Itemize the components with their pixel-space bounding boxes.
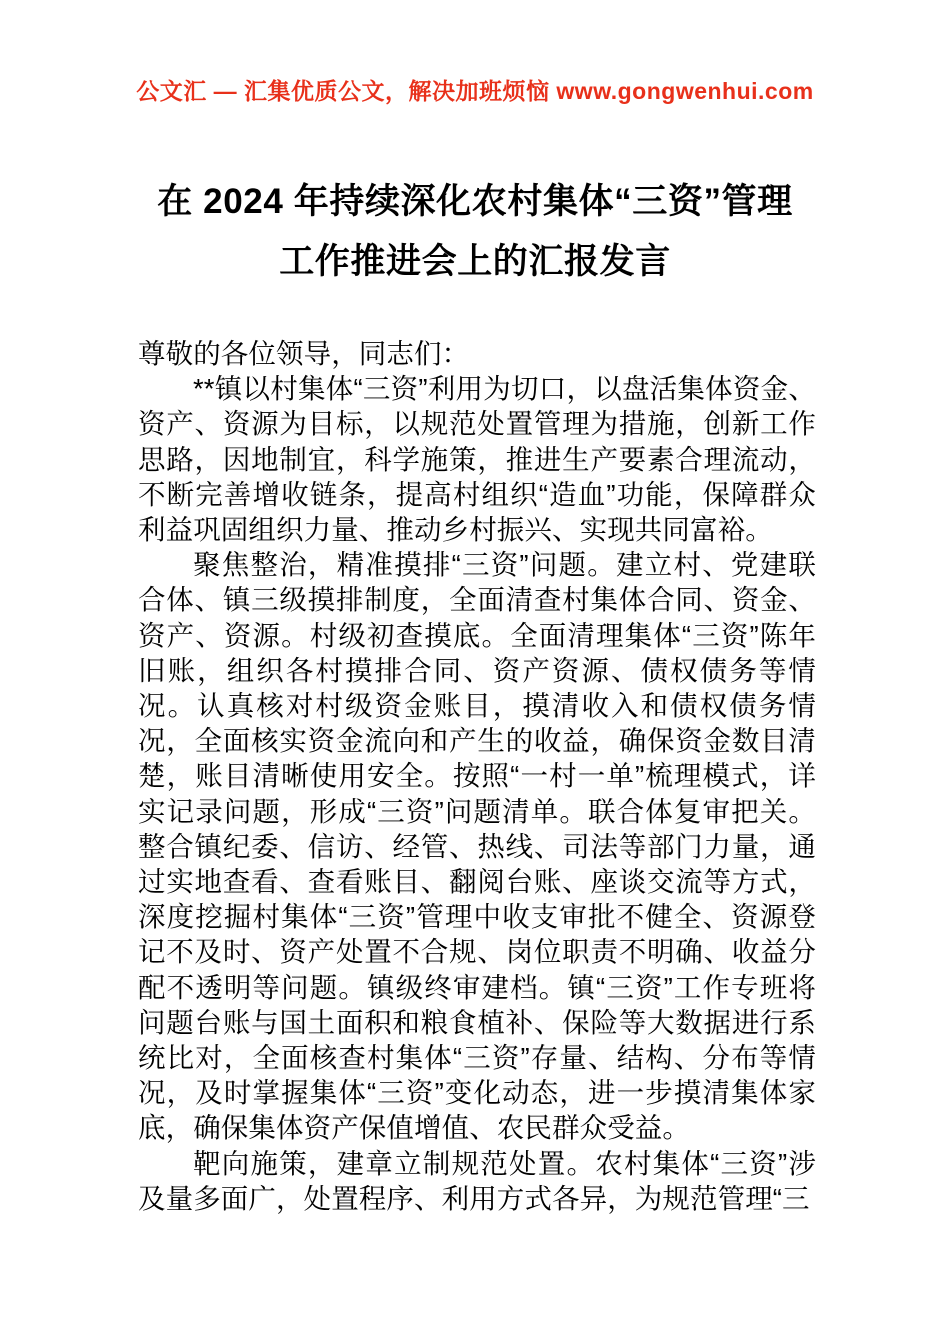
document-title-line-1: 在 2024 年持续深化农村集体“三资”管理 (157, 182, 793, 221)
body-paragraph-2: 聚焦整治，精准摸排“三资”问题。建立村、党建联合体、镇三级摸排制度，全面清查村集体合同、资金、资产、资源。村级初查摸底。全面清理集体“三资”陈年旧账，组织各村摸排合同、资产资源、债权债务等情况。认真核对村级资金账目，摸清收入和债权债务情况，全面核实资金流向和产生的收益，确保资金数目清楚，账目清晰使用安全。按照“一村一单”梳理模式，详实记录问题，形成“三资”问题清单。联合体复审把关。整合镇纪委、信访、经管、热线、司法等部门力量，通过实地查看、查看账目、翻阅台账、座谈交流等方式，深度挖掘村集体“三资”管理中收支审批不健全、资源登记不及时、资产处置不合规、岗位职责不明确、收益分配不透明等问题。镇级终审建档。镇“三资”工作专班将问题台账与国土面积和粮食植补、保险等大数据进行系统比对，全面核查村集体“三资”存量、结构、分布等情况，及时掌握集体“三资”变化动态，进一步摸清集体家底，确保集体资产保值增值、农民群众受益。 (138, 549, 816, 1144)
salutation-line: 尊敬的各位领导，同志们： (138, 338, 470, 369)
document-body (138, 336, 816, 1216)
body-paragraph-3: 靶向施策，建章立制规范处置。农村集体“三资”涉及量多面广，处置程序、利用方式各异，为规范管理“三 (138, 1147, 816, 1214)
body-paragraph-1: **镇以村集体“三资”利用为切口，以盘活集体资金、资产、资源为目标，以规范处置管理为措施，创新工作思路，因地制宜，科学施策，推进生产要素合理流动，不断完善增收链条，提高村组织“造血”功能，保障群众利益巩固组织力量、推动乡村振兴、实现共同富裕。 (138, 373, 816, 546)
document-title (115, 172, 835, 292)
site-watermark-text: 公文汇 — 汇集优质公文，解决加班烦恼 www.gongwenhui.com (136, 78, 814, 104)
site-watermark-header (0, 78, 950, 106)
document-title-line-2: 工作推进会上的汇报发言 (279, 242, 671, 282)
